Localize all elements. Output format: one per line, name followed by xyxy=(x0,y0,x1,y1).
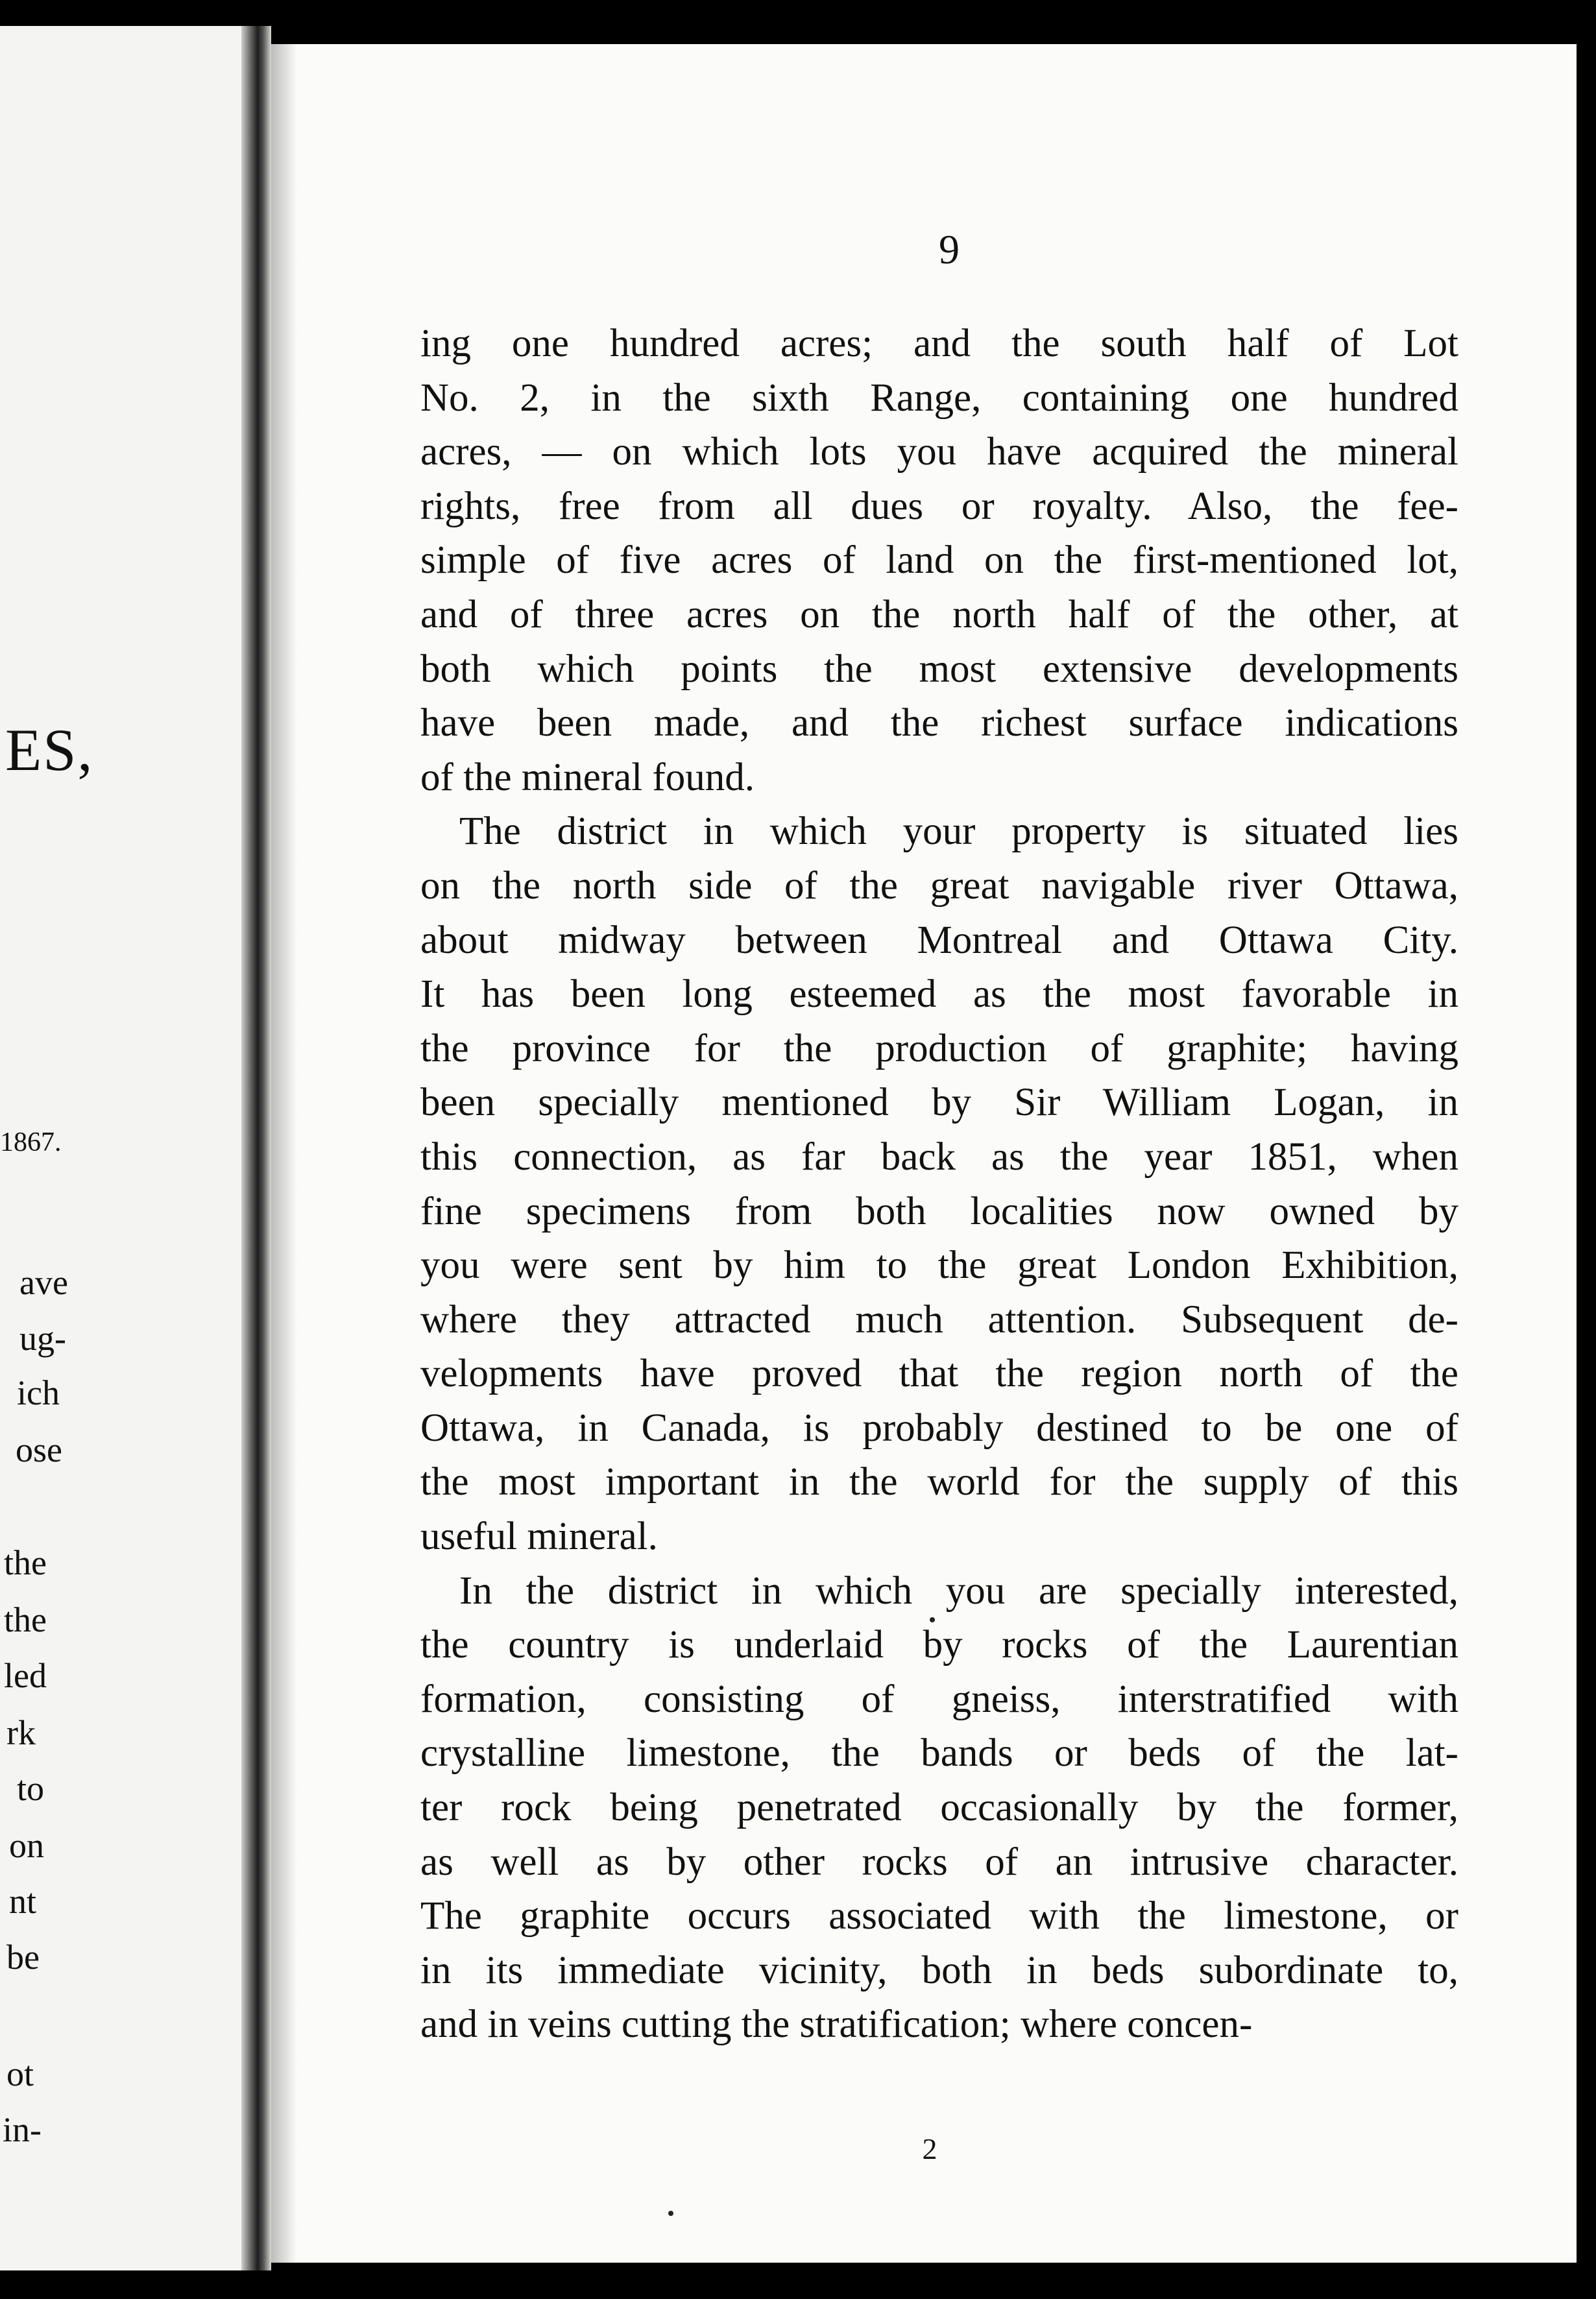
text-line: where they attracted much attention. Subsequent de- xyxy=(420,1297,1458,1342)
left-year-fragment: 1867. xyxy=(0,1127,62,1157)
text-line: in its immediate vicinity, both in beds subordinate to, xyxy=(420,1948,1458,1992)
left-line-fragment: on xyxy=(9,1826,44,1865)
text-line: ter rock being penetrated occasionally by the former, xyxy=(420,1786,1458,1830)
page-body-text xyxy=(420,317,1458,2052)
text-line: No. 2, in the sixth Range, containing one hundred xyxy=(420,376,1458,420)
text-line: fine specimens from both localities now owned by xyxy=(420,1189,1458,1233)
text-line: simple of five acres of land on the first-mentioned lot, xyxy=(420,538,1458,583)
signature-mark: 2 xyxy=(922,2132,937,2165)
text-line: Ottawa, in Canada, is probably destined to be one of xyxy=(420,1406,1458,1450)
gutter-shadow xyxy=(271,26,297,2270)
book-binding-gutter xyxy=(241,26,271,2270)
text-line: ing one hundred acres; and the south half of Lot xyxy=(420,322,1458,365)
left-line-fragment: ot xyxy=(6,2054,34,2093)
left-line-fragment: rk xyxy=(6,1713,36,1752)
current-page xyxy=(271,44,1577,2263)
text-line: on the north side of the great navigable river Ottawa, xyxy=(420,863,1458,908)
left-line-fragment: led xyxy=(4,1656,47,1695)
left-line-fragment: the xyxy=(4,1600,47,1639)
paragraph xyxy=(420,1564,1458,2052)
ink-speck xyxy=(668,2211,673,2216)
left-line-fragment: ave xyxy=(19,1263,68,1302)
text-line: crystalline limestone, the bands or beds of the lat- xyxy=(420,1731,1458,1775)
left-line-fragment: be xyxy=(6,1938,40,1977)
text-line: the most important in the world for the supply of this xyxy=(420,1460,1458,1504)
text-line: acres, — on which lots you have acquired the mineral xyxy=(420,430,1458,474)
text-line: It has been long esteemed as the most favorable in xyxy=(420,972,1458,1017)
text-line: the country is underlaid by rocks of the Laurentian xyxy=(420,1623,1458,1667)
left-line-fragment: nt xyxy=(9,1882,37,1921)
left-heading-fragment: ES, xyxy=(5,717,94,783)
text-line: and in veins cutting the stratification; where concen- xyxy=(420,2003,1253,2047)
text-line: as well as by other rocks of an intrusive character. xyxy=(420,1840,1458,1884)
text-line: The graphite occurs associated with the limestone, or xyxy=(420,1894,1458,1938)
text-line: this connection, as far back as the year 1851, when xyxy=(420,1135,1458,1179)
text-line: The district in which your property is situated lies xyxy=(459,810,1458,854)
previous-page-edge xyxy=(0,26,247,2270)
text-line: been specially mentioned by Sir William Logan, in xyxy=(420,1081,1458,1125)
text-line: useful mineral. xyxy=(420,1515,658,1559)
page-number: 9 xyxy=(939,226,960,272)
text-line: you were sent by him to the great London Exhibition, xyxy=(420,1244,1458,1288)
left-line-fragment: in- xyxy=(3,2110,42,2149)
text-line: both which points the most extensive developments xyxy=(420,647,1458,691)
text-line: and of three acres on the north half of the other, at xyxy=(420,592,1458,636)
left-line-fragment: to xyxy=(17,1769,45,1808)
left-line-fragment: ich xyxy=(17,1373,60,1412)
left-line-fragment: ose xyxy=(16,1430,62,1469)
paragraph xyxy=(420,317,1458,804)
ink-speck xyxy=(930,1617,935,1622)
left-line-fragment: ug- xyxy=(19,1319,66,1358)
left-line-fragment: the xyxy=(4,1543,47,1582)
text-line: In the district in which you are specially interested, xyxy=(459,1569,1458,1613)
text-line: formation, consisting of gneiss, interstratified with xyxy=(420,1677,1458,1721)
text-line: rights, free from all dues or royalty. Also, the fee- xyxy=(420,484,1458,528)
text-line: velopments have proved that the region north of the xyxy=(420,1352,1458,1396)
text-line: about midway between Montreal and Ottawa City. xyxy=(420,918,1458,962)
text-line: of the mineral found. xyxy=(420,755,755,799)
paragraph xyxy=(420,804,1458,1563)
text-line: the province for the production of graphite; having xyxy=(420,1026,1458,1070)
text-line: have been made, and the richest surface indications xyxy=(420,701,1458,745)
